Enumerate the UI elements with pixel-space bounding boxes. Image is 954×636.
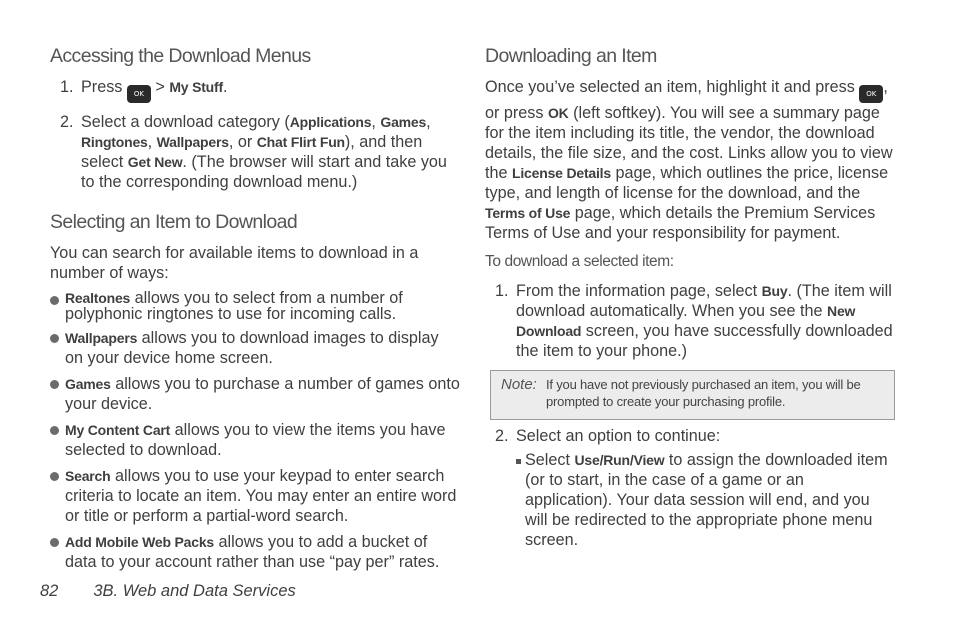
left-column — [50, 44, 460, 572]
downloading-paragraph: Once you’ve selected an item, highlight it and press OK , or press OK (left softkey). You will see a summary page for the item including its title, the vendor, the download details, the file size, and the cost. Links allow you to view the License Details page, which outlines the price, license type, and length of license for the download, and the Terms of Use page, which details the Premium Services Terms of Use and your responsibility for payment. — [485, 78, 893, 242]
list-item: Realtones allows you to select from a number of polyphonic ringtones to use for incoming calls. — [50, 290, 460, 322]
download-steps-list — [485, 281, 895, 361]
list-item: Wallpapers allows you to download images to display on your device home screen. — [50, 328, 460, 368]
bullet-icon — [50, 334, 59, 343]
bullet-icon — [50, 380, 59, 389]
list-item: Games allows you to purchase a number of games onto your device. — [50, 374, 460, 414]
heading-downloading-item: Downloading an Item — [485, 45, 657, 67]
note-text: If you have not previously purchased an item, you will be prompted to create your purchasing profile. — [546, 377, 861, 409]
continue-options-list — [516, 450, 895, 550]
list-item: 2. Select a download category (Applications, Games, Ringtones, Wallpapers, or Chat Flirt Fun), and then select Get New. (The browser will start and take you to the corresponding download menu.) — [60, 113, 447, 191]
note-label: Note: — [501, 376, 537, 393]
list-item: My Content Cart allows you to view the items you have selected to download. — [50, 420, 460, 460]
page-number: 82 — [40, 582, 59, 600]
ok-key-icon: OK — [859, 85, 883, 103]
list-item: 2. Select an option to continue: — [495, 427, 721, 445]
list-item: Select Use/Run/View to assign the downloaded item (or to start, in the case of a game or an application). Your data session will end, and you will be redirected to the appropriate phone menu screen. — [516, 450, 895, 550]
download-options-list — [50, 290, 460, 572]
access-steps-list — [50, 77, 460, 192]
bullet-icon — [50, 538, 59, 547]
list-item: 1. Press OK > My Stuff. — [50, 77, 460, 103]
list-item: Add Mobile Web Packs allows you to add a bucket of data to your account rather than use “pay per” rates. — [50, 532, 460, 572]
right-column — [485, 44, 895, 550]
procedure-subheading: To download a selected item: — [485, 253, 674, 270]
bullet-icon — [50, 472, 59, 481]
bullet-icon — [50, 296, 59, 305]
selecting-intro: You can search for available items to download in a number of ways: — [50, 244, 419, 282]
bullet-icon — [50, 426, 59, 435]
section-title: 3B. Web and Data Services — [93, 582, 296, 600]
download-steps-list-continued — [485, 426, 895, 446]
note-box — [490, 370, 895, 420]
heading-selecting-item: Selecting an Item to Download — [50, 211, 298, 233]
square-bullet-icon — [516, 459, 521, 464]
list-item: Search allows you to use your keypad to enter search criteria to locate an item. You may enter an entire word or title or perform a partial-word search. — [50, 466, 460, 526]
page-footer — [40, 582, 296, 601]
heading-accessing-download-menus: Accessing the Download Menus — [50, 45, 311, 67]
ok-key-icon: OK — [127, 85, 151, 103]
list-item: 1. From the information page, select Buy. (The item will download automatically. When you see the New Download screen, you have successfully downloaded the item to your phone.) — [495, 282, 893, 360]
